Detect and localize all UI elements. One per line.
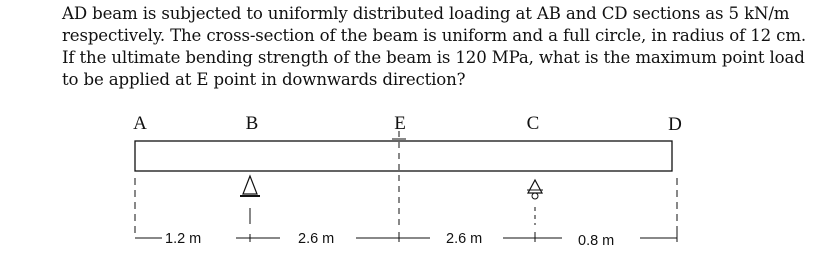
dim-ec: 2.6 m [446,231,483,247]
dim-ab: 1.2 m [165,231,202,247]
label-b: B [245,113,259,134]
label-a: A [133,113,147,134]
problem-line: respectively. The cross-section of the beam is uniform and a full circle, in radius of 12 cm. [62,26,807,45]
label-e: E [394,113,406,134]
problem-line: AD beam is subjected to uniformly distributed loading at AB and CD sections as 5 kN/m [62,4,790,23]
label-d: D [668,114,682,135]
roller-support-c [527,180,543,225]
beam [135,141,672,171]
pin-support-b [240,176,260,224]
problem-line: If the ultimate bending strength of the beam is 120 MPa, what is the maximum point load [62,48,805,67]
dim-be: 2.6 m [298,231,335,247]
dim-cd: 0.8 m [578,233,615,249]
label-c: C [526,113,540,134]
problem-line: to be applied at E point in downwards direction? [62,70,466,89]
